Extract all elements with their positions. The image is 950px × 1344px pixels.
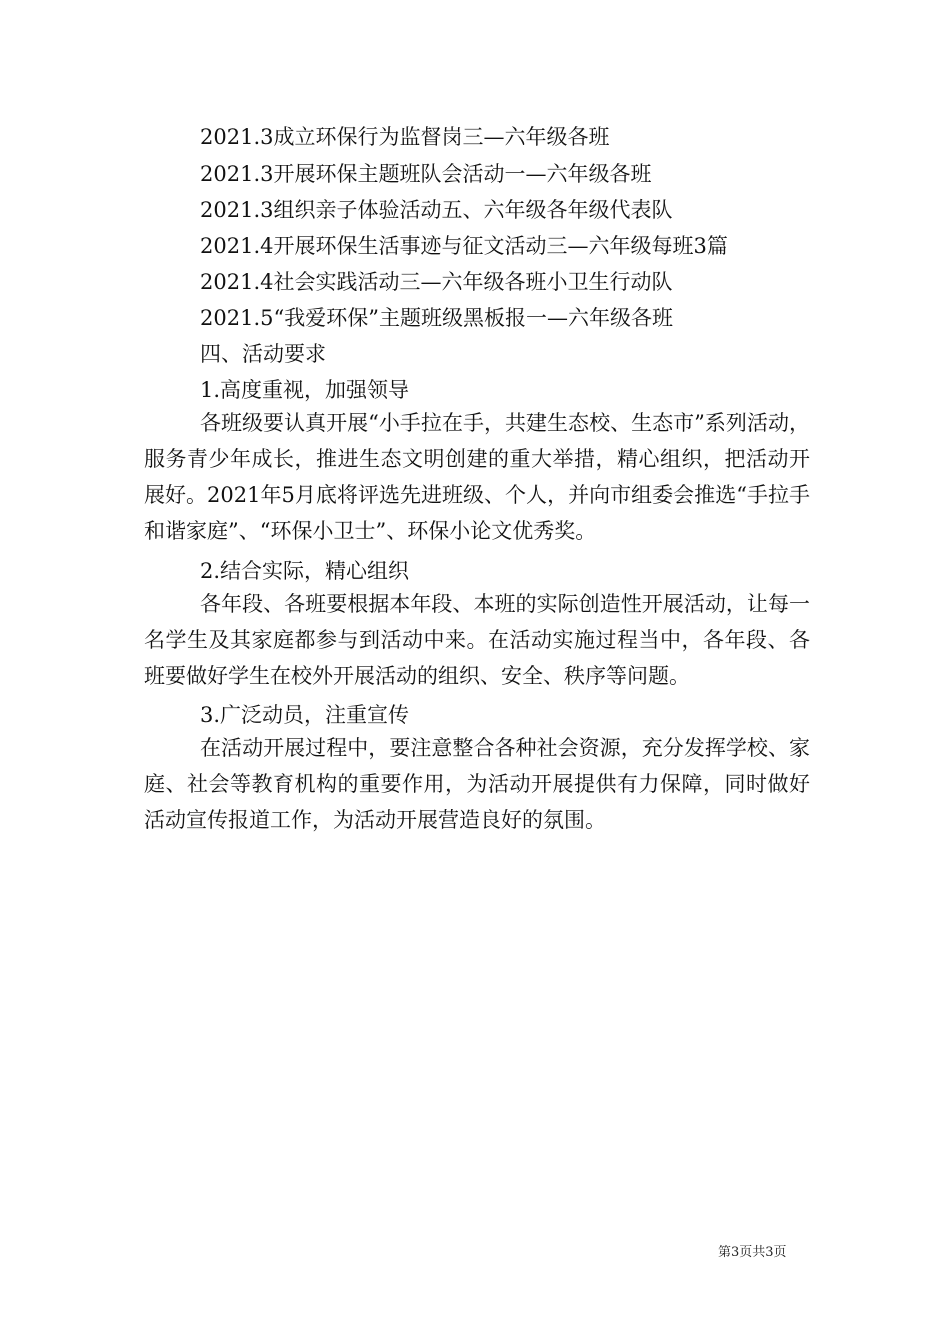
requirement-body-3: 在活动开展过程中，要注意整合各种社会资源，充分发挥学校、家庭、社会等教育机构的重要作用，为活动开展提供有力保障，同时做好活动宣传报道工作，为活动开展营造良好的氛围。: [144, 736, 810, 832]
schedule-line: 2021.4社会实践活动三—六年级各班小卫生行动队: [200, 270, 673, 294]
schedule-line: 2021.3成立环保行为监督岗三—六年级各班: [200, 125, 610, 149]
requirement-body-1: 各班级要认真开展“小手拉在手，共建生态校、生态市”系列活动，服务青少年成长，推进生态文明创建的重大举措，精心组织，把活动开展好。2021年5月底将评选先进班级、个人，并向市组委会推选“手拉手和谐家庭”、“环保小卫士”、环保小论文优秀奖。: [144, 411, 810, 543]
section-heading: 四、活动要求: [200, 342, 326, 366]
requirement-title-3: 3.广泛动员，注重宣传: [200, 703, 410, 727]
schedule-line: 2021.3组织亲子体验活动五、六年级各年级代表队: [200, 198, 673, 222]
requirement-title-1: 1.高度重视，加强领导: [200, 378, 410, 402]
requirement-title-2: 2.结合实际，精心组织: [200, 559, 410, 583]
schedule-line: 2021.3开展环保主题班队会活动一—六年级各班: [200, 162, 652, 186]
schedule-line: 2021.4开展环保生活事迹与征文活动三—六年级每班3篇: [200, 234, 728, 258]
page-number: 第3页共3页: [718, 1245, 787, 1260]
schedule-line: 2021.5“我爱环保”主题班级黑板报一—六年级各班: [200, 306, 673, 330]
requirement-body-2: 各年段、各班要根据本年段、本班的实际创造性开展活动，让每一名学生及其家庭都参与到活动中来。在活动实施过程当中，各年段、各班要做好学生在校外开展活动的组织、安全、秩序等问题。: [144, 592, 810, 688]
